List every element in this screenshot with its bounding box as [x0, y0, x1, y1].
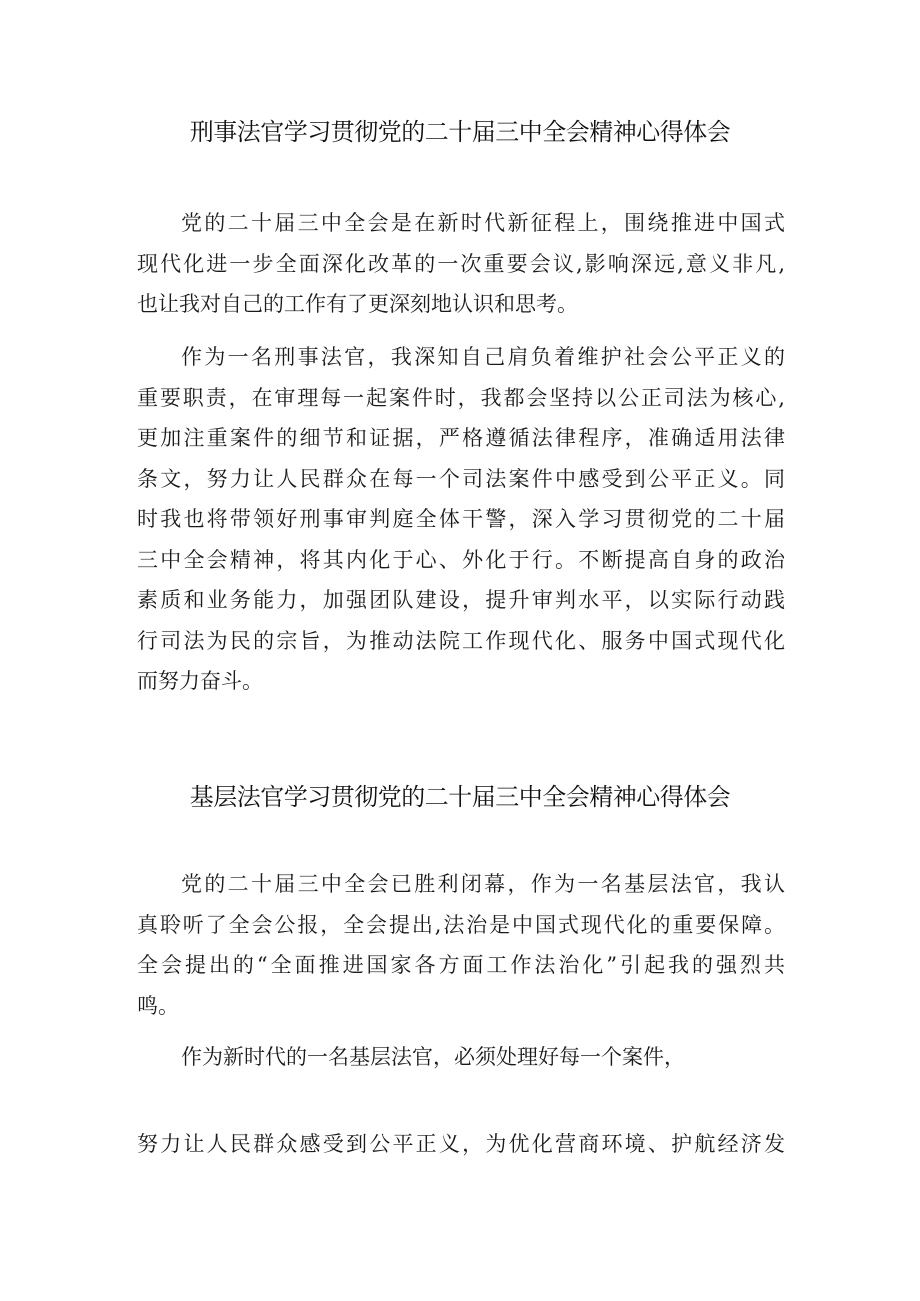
- text-line: 全会提出的“全面推进国家各方面工作法治化”引起我的强烈共: [137, 953, 785, 977]
- paragraph: [137, 337, 785, 702]
- text-line: 素质和业务能力，加强团队建设，提升审判水平，以实际行动践: [137, 588, 785, 612]
- text-line: 作为一名刑事法官，我深知自己肩负着维护社会公平正义的: [181, 345, 785, 369]
- text-line: 真聆听了全会公报，全会提出,法治是中国式现代化的重要保障。: [137, 912, 785, 937]
- text-line: 重要职责，在审理每一起案件时，我都会坚持以公正司法为核心,: [137, 385, 785, 410]
- paragraph: [137, 203, 785, 325]
- text-line: 努力让人民群众感受到公平正义，为优化营商环境、护航经济发: [137, 1132, 785, 1156]
- text-line: 也让我对自己的工作有了更深刻地认识和思考。: [137, 292, 578, 316]
- section-title-grassroots-judge: 基层法官学习贯彻党的二十届三中全会精神心得体会: [189, 783, 731, 811]
- text-line: 党的二十届三中全会已胜利闭幕，作为一名基层法官，我认: [181, 872, 785, 896]
- text-line: 作为新时代的一名基层法官，必须处理好每一个案件，: [181, 1045, 685, 1069]
- text-line: 更加注重案件的细节和证据，严格遵循法律程序，准确适用法律: [137, 426, 785, 450]
- text-line: 党的二十届三中全会是在新时代新征程上，围绕推进中国式: [181, 211, 785, 235]
- text-line: 时我也将带领好刑事审判庭全体干警，深入学习贯彻党的二十届: [137, 507, 785, 531]
- text-line: 现代化进一步全面深化改革的一次重要会议,影响深远,意义非凡,: [137, 251, 785, 276]
- paragraph: [137, 1037, 785, 1078]
- text-line: 行司法为民的宗旨，为推动法院工作现代化、服务中国式现代化: [137, 628, 785, 653]
- text-line: 三中全会精神，将其内化于心、外化于行。不断提高自身的政治: [137, 547, 785, 572]
- text-line: 而努力奋斗。: [137, 669, 263, 693]
- paragraph: [137, 864, 785, 1026]
- paragraph: [137, 1124, 785, 1165]
- section-title-criminal-judge: 刑事法官学习贯彻党的二十届三中全会精神心得体会: [189, 118, 731, 146]
- text-line: 鸣。: [137, 993, 179, 1018]
- text-line: 条文，努力让人民群众在每一个司法案件中感受到公平正义。同: [137, 466, 785, 491]
